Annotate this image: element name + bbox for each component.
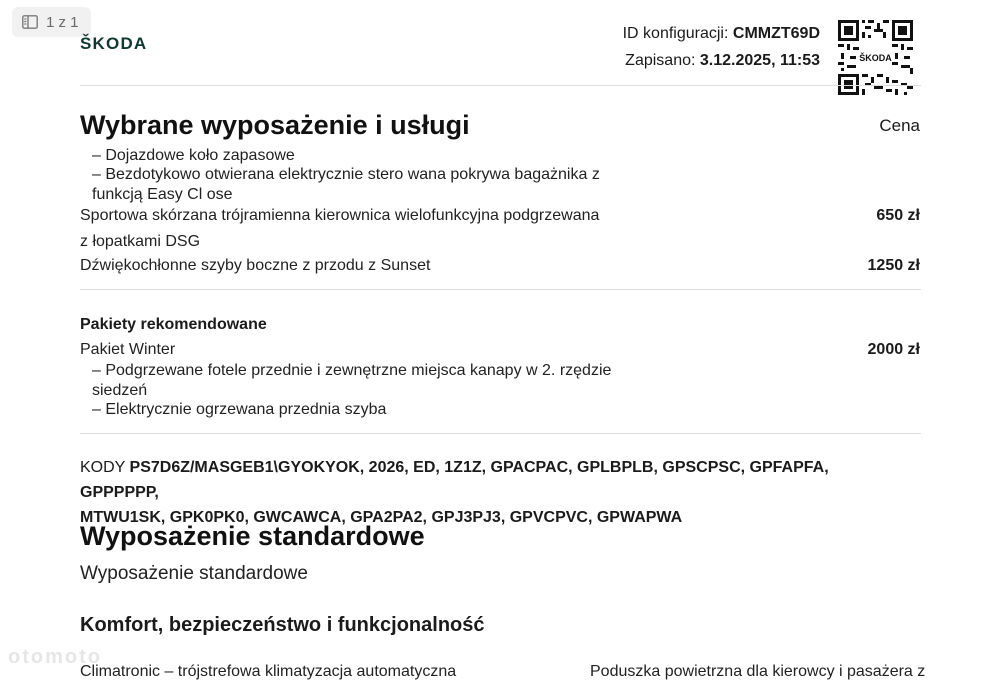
divider [80, 289, 921, 290]
comfort-safety-section-title: Komfort, bezpieczeństwo i funkcjonalność [80, 614, 485, 636]
page-number: 1 z 1 [46, 13, 79, 31]
configuration-codes [80, 455, 910, 530]
package-price: 2000 zł [867, 341, 920, 358]
equipment-item-price: 650 zł [876, 207, 920, 224]
standard-item: Climatronic – trójstrefowa klimatyzacja automatyczna [80, 663, 457, 680]
equipment-item-name: Dźwiękochłonne szyby boczne z przodu z Sunset [80, 257, 431, 274]
config-id-label: ID konfiguracji: [622, 25, 729, 42]
saved-label: Zapisano: [625, 52, 696, 69]
config-id-value: CMMZT69D [732, 25, 820, 42]
equipment-item-name: Sportowa skórzana trójramienna kierownica wielofunkcyjna podgrzewana [80, 207, 600, 224]
saved-row [623, 47, 820, 74]
otomoto-watermark: otomoto [8, 646, 102, 668]
saved-value: 3.12.2025, 11:53 [699, 52, 820, 69]
sidebar-toggle-icon [22, 15, 38, 29]
config-meta [623, 20, 820, 74]
equipment-item-name-cont: z łopatkami DSG [80, 233, 201, 250]
standard-equipment-title: Wyposażenie standardowe [80, 521, 425, 551]
svg-text:ŠKODA: ŠKODA [859, 52, 892, 63]
qr-code-icon [838, 20, 913, 95]
divider [80, 433, 921, 434]
equipment-line: – Dojazdowe koło zapasowe [92, 147, 295, 164]
codes-label: KODY [80, 459, 126, 476]
equipment-item-price: 1250 zł [867, 257, 920, 274]
divider [80, 85, 921, 86]
skoda-logo: ŠKODA [80, 34, 148, 53]
equipment-line: funkcją Easy Cl ose [92, 186, 233, 203]
equipment-line: – Bezdotykowo otwierana elektrycznie stero wana pokrywa bagażnika z [92, 166, 600, 183]
page-indicator[interactable] [12, 7, 91, 37]
package-name: Pakiet Winter [80, 341, 176, 358]
standard-equipment-subtitle: Wyposażenie standardowe [80, 563, 308, 584]
codes-value-1: PS7D6Z/MASGEB1\GYOKYOK, 2026, ED, 1Z1Z, GPACPAC, GPLBPLB, GPSCPSC, GPFAPFA, GPPPPPP, [80, 459, 829, 501]
price-column-header: Cena [879, 116, 920, 135]
package-line: siedzeń [92, 382, 148, 399]
package-line: – Elektrycznie ogrzewana przednia szyba [92, 401, 387, 418]
codes-value-2: MTWU1SK, GPK0PK0, GWCAWCA, GPA2PA2, GPJ3PJ3, GPVCPVC, GPWAPWA [80, 509, 683, 526]
selected-equipment-title: Wybrane wyposażenie i usługi [80, 110, 470, 140]
codes-line-1 [80, 455, 910, 505]
package-line: – Podgrzewane fotele przednie i zewnętrzne miejsca kanapy w 2. rzędzie [92, 362, 612, 379]
config-id-row [623, 20, 820, 47]
packages-title: Pakiety rekomendowane [80, 316, 267, 333]
standard-item: Poduszka powietrzna dla kierowcy i pasażera z [590, 663, 926, 680]
